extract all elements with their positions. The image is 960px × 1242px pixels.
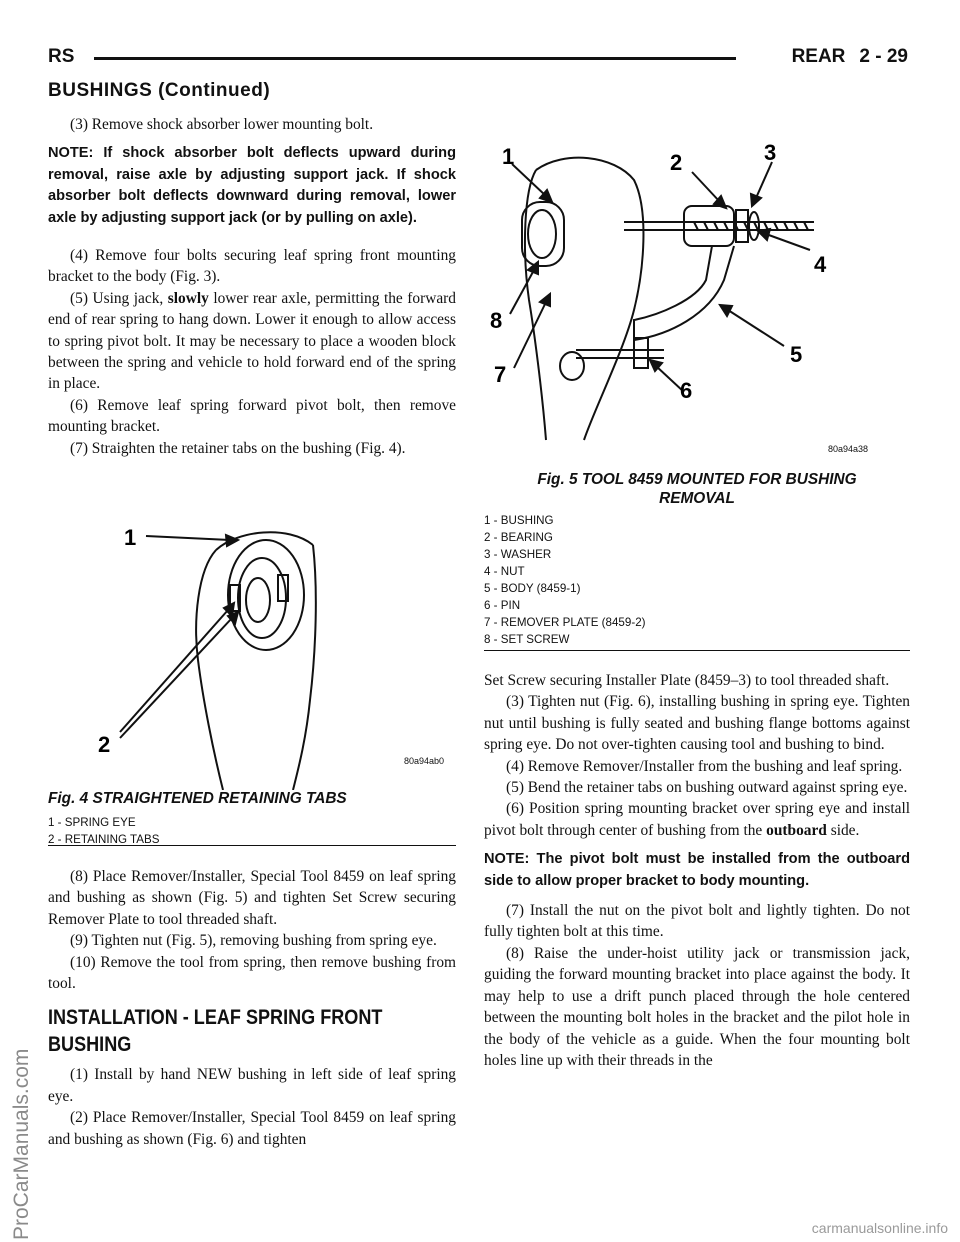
page-number: 2 - 29: [859, 46, 908, 67]
fig5-legend: [484, 512, 646, 648]
section-title: BUSHINGS (Continued): [48, 80, 271, 101]
fig5-callout-3: 3: [764, 140, 777, 165]
fig5-callout-6: 6: [680, 378, 693, 403]
corner-watermark: carmanualsonline.info: [811, 1220, 948, 1236]
fig5-legend-item: 1 - BUSHING: [484, 514, 554, 527]
figure-5: [484, 130, 910, 650]
step-5-a: (5) Using jack,: [70, 289, 168, 307]
fig5-callout-7: 7: [494, 362, 507, 387]
fig5-caption-line-2: REMOVAL: [659, 490, 735, 507]
install-step-8: (8) Raise the under-hoist utility jack or transmission jack, guiding the forward mounting bracket into place against the body. It may help to use a drift punch placed through the hole centered between the mounting bolt holes in the bracket and the pilot hole in the body of the vehicle as a guide. When the four mounting bolt holes line up with their threads in the: [484, 944, 910, 1069]
fig5-rule: [484, 650, 910, 651]
fig5-code: 80a94a38: [828, 444, 869, 454]
step-5-c: lower rear axle, permitting the forward end of rear spring to hang down. Lower it enough to allow access to spring pivot bolt. It may be necessary to place a wooden block between the spring and vehicle to hold forward end of the spring in place.: [48, 289, 456, 393]
fig5-caption: [484, 470, 910, 508]
install-step-1: (1) Install by hand NEW bushing in left side of leaf spring eye.: [48, 1066, 456, 1105]
fig5-callout-1: 1: [502, 144, 515, 169]
step-9: (9) Tighten nut (Fig. 5), removing bushing from spring eye.: [70, 932, 437, 950]
fig5-legend-item: 3 - WASHER: [484, 548, 552, 561]
fig5-callout-4: 4: [814, 252, 827, 277]
fig4-callout-1: 1: [124, 525, 137, 550]
step-10: (10) Remove the tool from spring, then remove bushing from tool.: [48, 953, 456, 993]
heading-line-1: INSTALLATION - LEAF SPRING FRONT: [48, 1006, 383, 1030]
page-header: [48, 46, 908, 70]
left-column-top: [48, 114, 456, 459]
note-pivot-bolt: NOTE: The pivot bolt must be installed from the outboard side to allow proper bracket to body mounting.: [484, 851, 910, 889]
figure-4: [48, 500, 456, 845]
step-5-bold: slowly: [167, 289, 209, 307]
fig4-legend-item: 1 - SPRING EYE: [48, 816, 136, 829]
step-6: (6) Remove leaf spring forward pivot bolt, then remove mounting bracket.: [48, 396, 456, 436]
note-shock-bolt: NOTE: If shock absorber bolt deflects upward during removal, raise axle by adjusting support jack. If shock absorber bolt deflects downward during removal, lower axle by adjusting support jack (or by pulling on axle).: [48, 145, 456, 226]
install-step-6-c: side.: [826, 821, 860, 839]
header-left: RS: [48, 46, 75, 67]
header-rule: [94, 57, 736, 60]
step-8: (8) Place Remover/Installer, Special Tool 8459 on leaf spring and bushing as shown (Fig. 5) and tighten Set Screw securing Remover Plate to tool threaded shaft.: [48, 868, 456, 928]
fig4-code: 80a94ab0: [404, 756, 445, 766]
install-step-4: (4) Remove Remover/Installer from the bushing and leaf spring.: [506, 757, 903, 775]
figure-4-illustration: [48, 500, 456, 790]
fig4-callout-2: 2: [98, 732, 111, 757]
fig5-legend-item: 4 - NUT: [484, 565, 525, 578]
fig5-legend-item: 7 - REMOVER PLATE (8459-2): [484, 616, 646, 629]
fig5-legend-item: 8 - SET SCREW: [484, 633, 570, 646]
figure-5-illustration: [484, 130, 910, 460]
fig5-callout-5: 5: [790, 342, 803, 367]
install-step-6-bold: outboard: [766, 821, 827, 839]
fig4-legend: [48, 814, 159, 848]
install-step-5: (5) Bend the retainer tabs on bushing outward against spring eye.: [506, 779, 908, 797]
installation-heading: [48, 1004, 452, 1058]
install-step-3: (3) Tighten nut (Fig. 6), installing bushing in spring eye. Tighten nut until bushing is fully seated and bushing flange bottoms against spring eye. Do not over-tighten causing tool and bushing to bind.: [484, 693, 910, 754]
install-step-2-cont: Set Screw securing Installer Plate (8459–3) to tool threaded shaft.: [484, 672, 890, 689]
install-step-6-a: (6) Position spring mounting bracket over spring eye and install pivot bolt through center of bushing from the: [484, 800, 910, 839]
header-section: REAR: [791, 46, 846, 67]
fig4-caption: Fig. 4 STRAIGHTENED RETAINING TABS: [48, 790, 347, 807]
fig5-callout-8: 8: [490, 308, 503, 333]
fig4-legend-item: 2 - RETAINING TABS: [48, 833, 160, 846]
install-step-7: (7) Install the nut on the pivot bolt and lightly tighten. Do not fully tighten bolt at this time.: [484, 902, 910, 941]
fig5-legend-item: 6 - PIN: [484, 599, 521, 612]
fig4-rule: [48, 845, 456, 846]
fig5-legend-item: 5 - BODY (8459-1): [484, 582, 581, 595]
right-column-bottom: [484, 670, 910, 1071]
fig5-legend-item: 2 - BEARING: [484, 531, 553, 544]
step-5: [48, 288, 456, 395]
header-right: [792, 46, 908, 68]
step-3: (3) Remove shock absorber lower mounting bolt.: [70, 116, 374, 133]
fig5-callout-2: 2: [670, 150, 683, 175]
left-column-bottom: [48, 866, 456, 1150]
install-step-2: (2) Place Remover/Installer, Special Tool 8459 on leaf spring and bushing as shown (Fig. 6) and tighten: [48, 1109, 456, 1148]
fig5-caption-line-1: Fig. 5 TOOL 8459 MOUNTED FOR BUSHING: [537, 471, 857, 488]
step-4: (4) Remove four bolts securing leaf spring front mounting bracket to the body (Fig. 3).: [48, 247, 456, 286]
heading-line-2: BUSHING: [48, 1033, 132, 1057]
install-step-6: [484, 798, 910, 841]
step-7: (7) Straighten the retainer tabs on the bushing (Fig. 4).: [70, 439, 406, 457]
side-watermark: ProCarManuals.com: [10, 1048, 33, 1240]
